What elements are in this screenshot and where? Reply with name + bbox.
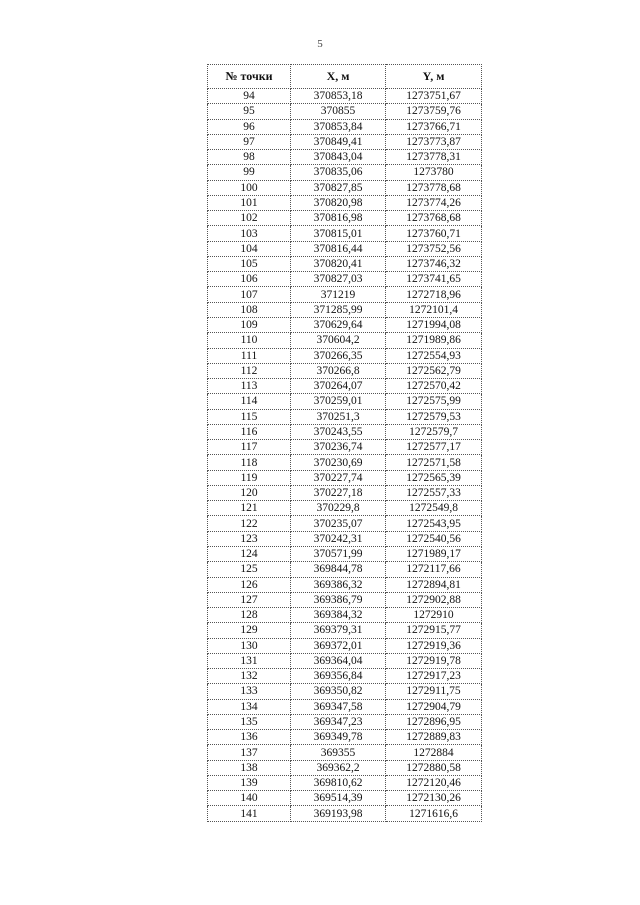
table-row <box>208 333 482 348</box>
table-row <box>208 745 482 760</box>
point-number-cell: 94 <box>208 89 291 104</box>
table-row <box>208 669 482 684</box>
point-number-cell: 113 <box>208 379 291 394</box>
y-coordinate-header: Y, м <box>386 65 482 89</box>
coordinates-table <box>207 64 482 822</box>
point-number-cell: 105 <box>208 256 291 271</box>
table-row <box>208 424 482 439</box>
table-row <box>208 653 482 668</box>
point-number-cell: 101 <box>208 195 291 210</box>
point-number-cell: 100 <box>208 180 291 195</box>
page-number: 5 <box>317 38 323 50</box>
table-row <box>208 501 482 516</box>
y-coordinate-cell: 1273768,68 <box>386 211 482 226</box>
x-coordinate-cell: 370855 <box>291 104 386 119</box>
table-row <box>208 592 482 607</box>
y-coordinate-cell: 1272543,95 <box>386 516 482 531</box>
point-number-cell: 136 <box>208 730 291 745</box>
y-coordinate-cell: 1272579,7 <box>386 424 482 439</box>
table-row <box>208 134 482 149</box>
y-coordinate-cell: 1272579,53 <box>386 409 482 424</box>
point-number-cell: 98 <box>208 150 291 165</box>
y-coordinate-cell: 1272889,83 <box>386 730 482 745</box>
point-number-cell: 114 <box>208 394 291 409</box>
table-row <box>208 348 482 363</box>
point-number-cell: 138 <box>208 760 291 775</box>
y-coordinate-cell: 1272911,75 <box>386 684 482 699</box>
table-row <box>208 165 482 180</box>
point-number-cell: 121 <box>208 501 291 516</box>
point-number-cell: 129 <box>208 623 291 638</box>
table-row <box>208 562 482 577</box>
x-coordinate-cell: 369810,62 <box>291 775 386 790</box>
table-row <box>208 638 482 653</box>
x-coordinate-cell: 370853,84 <box>291 119 386 134</box>
y-coordinate-cell: 1272562,79 <box>386 363 482 378</box>
y-coordinate-cell: 1273741,65 <box>386 272 482 287</box>
point-number-cell: 126 <box>208 577 291 592</box>
x-coordinate-cell: 369355 <box>291 745 386 760</box>
table-row <box>208 791 482 806</box>
point-number-cell: 135 <box>208 714 291 729</box>
point-number-cell: 137 <box>208 745 291 760</box>
x-coordinate-cell: 370571,99 <box>291 546 386 561</box>
y-coordinate-cell: 1273773,87 <box>386 134 482 149</box>
table-row <box>208 775 482 790</box>
y-coordinate-cell: 1273760,71 <box>386 226 482 241</box>
x-coordinate-cell: 370229,8 <box>291 501 386 516</box>
point-number-cell: 139 <box>208 775 291 790</box>
y-coordinate-cell: 1272117,66 <box>386 562 482 577</box>
y-coordinate-cell: 1273746,32 <box>386 256 482 271</box>
x-coordinate-cell: 369384,32 <box>291 608 386 623</box>
point-number-cell: 109 <box>208 317 291 332</box>
table-row <box>208 363 482 378</box>
x-coordinate-cell: 370853,18 <box>291 89 386 104</box>
x-coordinate-cell: 370820,41 <box>291 256 386 271</box>
x-coordinate-cell: 369386,79 <box>291 592 386 607</box>
point-number-cell: 110 <box>208 333 291 348</box>
y-coordinate-cell: 1273780 <box>386 165 482 180</box>
y-coordinate-cell: 1272718,96 <box>386 287 482 302</box>
x-coordinate-cell: 370264,07 <box>291 379 386 394</box>
point-number-header: № точки <box>208 65 291 89</box>
point-number-cell: 133 <box>208 684 291 699</box>
y-coordinate-cell: 1272570,42 <box>386 379 482 394</box>
point-number-cell: 108 <box>208 302 291 317</box>
table-row <box>208 714 482 729</box>
table-row <box>208 485 482 500</box>
header-row <box>208 65 482 89</box>
y-coordinate-cell: 1272917,23 <box>386 669 482 684</box>
point-number-cell: 123 <box>208 531 291 546</box>
y-coordinate-cell: 1272896,95 <box>386 714 482 729</box>
x-coordinate-cell: 370820,98 <box>291 195 386 210</box>
x-coordinate-cell: 370815,01 <box>291 226 386 241</box>
y-coordinate-cell: 1272549,8 <box>386 501 482 516</box>
point-number-cell: 96 <box>208 119 291 134</box>
point-number-cell: 104 <box>208 241 291 256</box>
y-coordinate-cell: 1272894,81 <box>386 577 482 592</box>
y-coordinate-cell: 1272101,4 <box>386 302 482 317</box>
table-row <box>208 440 482 455</box>
table-row <box>208 409 482 424</box>
table-row <box>208 455 482 470</box>
table-row <box>208 317 482 332</box>
x-coordinate-cell: 370849,41 <box>291 134 386 149</box>
table-row <box>208 180 482 195</box>
point-number-cell: 122 <box>208 516 291 531</box>
x-coordinate-cell: 370266,8 <box>291 363 386 378</box>
y-coordinate-cell: 1273751,67 <box>386 89 482 104</box>
y-coordinate-cell: 1271994,08 <box>386 317 482 332</box>
point-number-cell: 103 <box>208 226 291 241</box>
x-coordinate-cell: 369350,82 <box>291 684 386 699</box>
table-row <box>208 760 482 775</box>
x-coordinate-cell: 370243,55 <box>291 424 386 439</box>
point-number-cell: 140 <box>208 791 291 806</box>
x-coordinate-cell: 370827,03 <box>291 272 386 287</box>
y-coordinate-cell: 1272902,88 <box>386 592 482 607</box>
point-number-cell: 112 <box>208 363 291 378</box>
y-coordinate-cell: 1272915,77 <box>386 623 482 638</box>
y-coordinate-cell: 1272577,17 <box>386 440 482 455</box>
point-number-cell: 107 <box>208 287 291 302</box>
x-coordinate-cell: 370235,07 <box>291 516 386 531</box>
x-coordinate-cell: 370251,3 <box>291 409 386 424</box>
y-coordinate-cell: 1273766,71 <box>386 119 482 134</box>
point-number-cell: 115 <box>208 409 291 424</box>
y-coordinate-cell: 1272919,36 <box>386 638 482 653</box>
x-coordinate-cell: 370227,74 <box>291 470 386 485</box>
y-coordinate-cell: 1273778,68 <box>386 180 482 195</box>
table-row <box>208 577 482 592</box>
table-row <box>208 241 482 256</box>
point-number-cell: 127 <box>208 592 291 607</box>
y-coordinate-cell: 1272575,99 <box>386 394 482 409</box>
point-number-cell: 124 <box>208 546 291 561</box>
table-row <box>208 256 482 271</box>
x-coordinate-cell: 371285,99 <box>291 302 386 317</box>
y-coordinate-cell: 1273759,76 <box>386 104 482 119</box>
table-row <box>208 730 482 745</box>
y-coordinate-cell: 1272540,56 <box>386 531 482 546</box>
x-coordinate-cell: 369364,04 <box>291 653 386 668</box>
x-coordinate-cell: 370816,98 <box>291 211 386 226</box>
y-coordinate-cell: 1273774,26 <box>386 195 482 210</box>
x-coordinate-cell: 370266,35 <box>291 348 386 363</box>
y-coordinate-cell: 1272910 <box>386 608 482 623</box>
table-row <box>208 531 482 546</box>
x-coordinate-cell: 371219 <box>291 287 386 302</box>
table-row <box>208 470 482 485</box>
x-coordinate-cell: 369844,78 <box>291 562 386 577</box>
y-coordinate-cell: 1272884 <box>386 745 482 760</box>
point-number-cell: 111 <box>208 348 291 363</box>
y-coordinate-cell: 1273752,56 <box>386 241 482 256</box>
x-coordinate-cell: 370827,85 <box>291 180 386 195</box>
y-coordinate-cell: 1272565,39 <box>386 470 482 485</box>
table-header <box>208 65 482 89</box>
y-coordinate-cell: 1272554,93 <box>386 348 482 363</box>
table-body <box>208 89 482 822</box>
table-row <box>208 684 482 699</box>
table-row <box>208 195 482 210</box>
point-number-cell: 102 <box>208 211 291 226</box>
point-number-cell: 134 <box>208 699 291 714</box>
y-coordinate-cell: 1271989,86 <box>386 333 482 348</box>
x-coordinate-cell: 369347,23 <box>291 714 386 729</box>
point-number-cell: 97 <box>208 134 291 149</box>
point-number-cell: 106 <box>208 272 291 287</box>
point-number-cell: 116 <box>208 424 291 439</box>
x-coordinate-cell: 370242,31 <box>291 531 386 546</box>
x-coordinate-cell: 369372,01 <box>291 638 386 653</box>
table-row <box>208 89 482 104</box>
point-number-cell: 119 <box>208 470 291 485</box>
x-coordinate-cell: 370230,69 <box>291 455 386 470</box>
y-coordinate-cell: 1272120,46 <box>386 775 482 790</box>
x-coordinate-cell: 369386,32 <box>291 577 386 592</box>
y-coordinate-cell: 1271989,17 <box>386 546 482 561</box>
table-row <box>208 302 482 317</box>
table-row <box>208 211 482 226</box>
x-coordinate-cell: 370259,01 <box>291 394 386 409</box>
point-number-cell: 141 <box>208 806 291 821</box>
y-coordinate-cell: 1272880,58 <box>386 760 482 775</box>
point-number-cell: 132 <box>208 669 291 684</box>
table-row <box>208 119 482 134</box>
x-coordinate-cell: 369193,98 <box>291 806 386 821</box>
table-row <box>208 104 482 119</box>
y-coordinate-cell: 1273778,31 <box>386 150 482 165</box>
point-number-cell: 99 <box>208 165 291 180</box>
x-coordinate-cell: 370835,06 <box>291 165 386 180</box>
x-coordinate-header: X, м <box>291 65 386 89</box>
point-number-cell: 125 <box>208 562 291 577</box>
table-row <box>208 287 482 302</box>
x-coordinate-cell: 370816,44 <box>291 241 386 256</box>
x-coordinate-cell: 370227,18 <box>291 485 386 500</box>
x-coordinate-cell: 370236,74 <box>291 440 386 455</box>
point-number-cell: 120 <box>208 485 291 500</box>
point-number-cell: 128 <box>208 608 291 623</box>
x-coordinate-cell: 369356,84 <box>291 669 386 684</box>
point-number-cell: 130 <box>208 638 291 653</box>
table-row <box>208 226 482 241</box>
y-coordinate-cell: 1272904,79 <box>386 699 482 714</box>
y-coordinate-cell: 1271616,6 <box>386 806 482 821</box>
y-coordinate-cell: 1272557,33 <box>386 485 482 500</box>
table-row <box>208 608 482 623</box>
point-number-cell: 117 <box>208 440 291 455</box>
table-row <box>208 272 482 287</box>
x-coordinate-cell: 369349,78 <box>291 730 386 745</box>
table-row <box>208 394 482 409</box>
x-coordinate-cell: 370843,04 <box>291 150 386 165</box>
x-coordinate-cell: 369362,2 <box>291 760 386 775</box>
y-coordinate-cell: 1272571,58 <box>386 455 482 470</box>
point-number-cell: 131 <box>208 653 291 668</box>
table-row <box>208 150 482 165</box>
x-coordinate-cell: 369347,58 <box>291 699 386 714</box>
point-number-cell: 95 <box>208 104 291 119</box>
table-row <box>208 379 482 394</box>
x-coordinate-cell: 370604,2 <box>291 333 386 348</box>
table-row <box>208 623 482 638</box>
y-coordinate-cell: 1272130,26 <box>386 791 482 806</box>
x-coordinate-cell: 369379,31 <box>291 623 386 638</box>
x-coordinate-cell: 369514,39 <box>291 791 386 806</box>
table-row <box>208 806 482 821</box>
y-coordinate-cell: 1272919,78 <box>386 653 482 668</box>
x-coordinate-cell: 370629,64 <box>291 317 386 332</box>
table-row <box>208 546 482 561</box>
table-row <box>208 516 482 531</box>
point-number-cell: 118 <box>208 455 291 470</box>
table-row <box>208 699 482 714</box>
